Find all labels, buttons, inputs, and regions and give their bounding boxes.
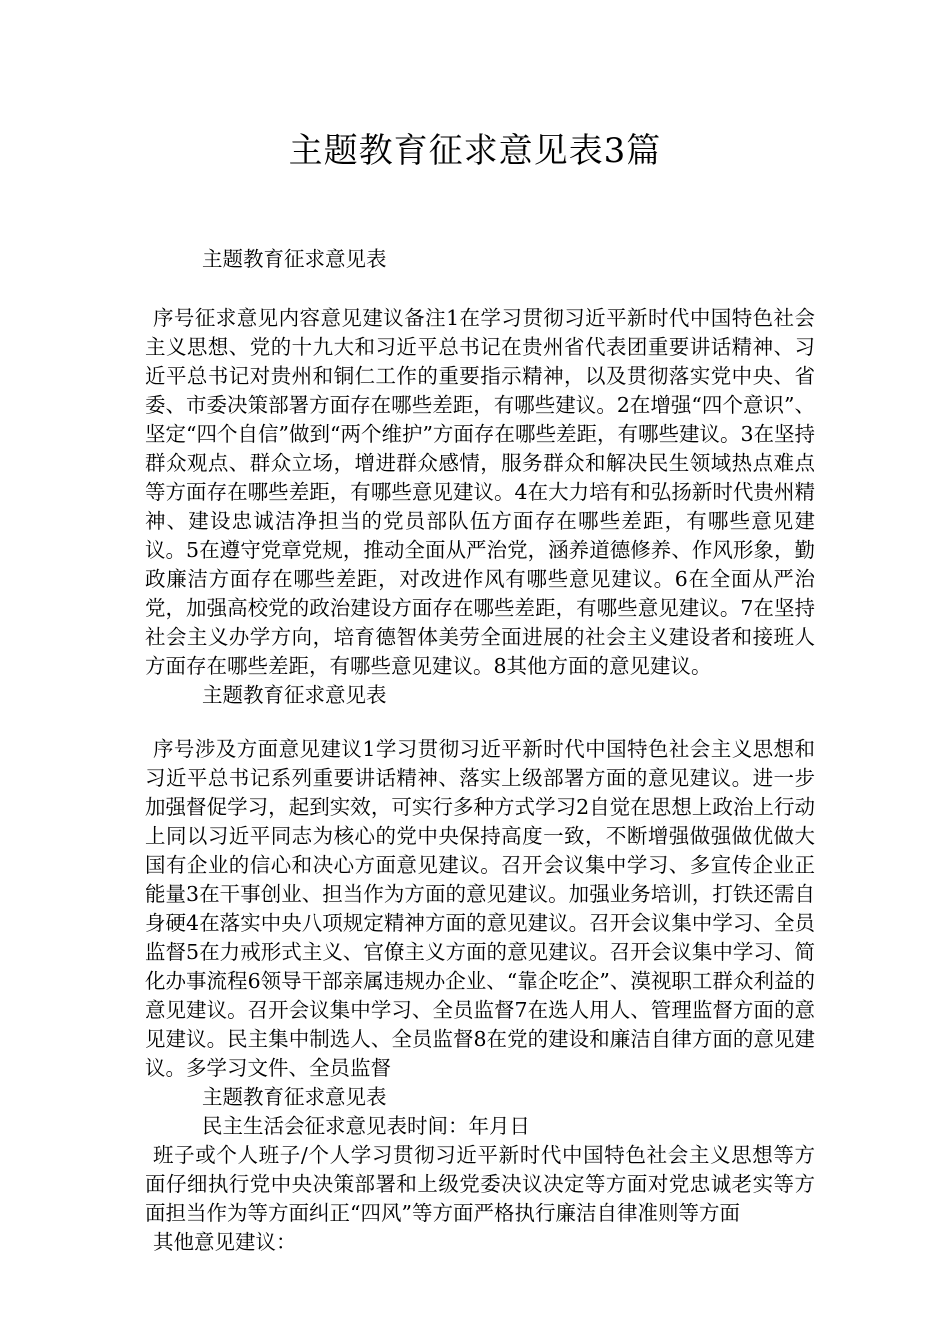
section1-body: 序号征求意见内容意见建议备注1在学习贯彻习近平新时代中国特色社会主义思想、党的十九大和习近平总书记在贵州省代表团重要讲话精神、习近平总书记对贵州和铜仁工作的重要指示精神，以及贯彻落实党中央、省委、市委决策部署方面存在哪些差距，有哪些建议。2在增强“四个意识”、坚定“四个自信”做到“两个维护”方面存在哪些差距，有哪些建议。3在坚持群众观点、群众立场，增进群众感情，服务群众和解决民生领域热点难点等方面存在哪些差距，有哪些意见建议。4在大力培有和弘扬新时代贵州精神、建设忠诚洁净担当的党员部队伍方面存在哪些差距，有哪些意见建议。5在遵守党章党规，推动全面从严治党，涵养道德修养、作风形象，勤政廉洁方面存在哪些差距，对改进作风有哪些意见建议。6在全面从严治党，加强高校党的政治建设方面存在哪些差距，有哪些意见建议。7在坚持社会主义办学方向，培育德智体美劳全面进展的社会主义建设者和接班人方面存在哪些差距，有哪些意见建议。8其他方面的意见建议。 <box>145 306 815 678</box>
section2-body: 序号涉及方面意见建议1学习贯彻习近平新时代中国特色社会主义思想和习近平总书记系列重要讲话精神、落实上级部署方面的意见建议。进一步加强督促学习，起到实效，可实行多种方式学习2自觉在思想上政治上行动上同以习近平同志为核心的党中央保持高度一致，不断增强做强做优做大国有企业的信心和决心方面意见建议。召开会议集中学习、多宣传企业正能量3在干事创业、担当作为方面的意见建议。加强业务培训，打铁还需自身硬4在落实中央八项规定精神方面的意见建议。召开会议集中学习、全员监督5在力戒形式主义、官僚主义方面的意见建议。召开会议集中学习、简化办事流程6领导干部亲属违规办企业、“靠企吃企”、漠视职工群众利益的意见建议。召开会议集中学习、全员监督7在选人用人、管理监督方面的意见建议。民主集中制选人、全员监督8在党的建设和廉洁自律方面的意见建议。多学习文件、全员监督 <box>145 737 815 1080</box>
document-content <box>145 245 815 1257</box>
section3-subheading: 民主生活会征求意见表时间：年月日 <box>202 1114 530 1138</box>
section3-other: 其他意见建议： <box>153 1230 297 1254</box>
spacer <box>145 710 815 735</box>
spacer <box>145 274 815 304</box>
document-title: 主题教育征求意见表3篇 <box>288 131 662 171</box>
section2-heading: 主题教育征求意见表 <box>202 683 387 707</box>
section1-heading: 主题教育征求意见表 <box>202 247 387 271</box>
section3-body: 班子或个人班子/个人学习贯彻习近平新时代中国特色社会主义思想等方面仔细执行党中央决策部署和上级党委决议决定等方面对党忠诚老实等方面担当作为等方面纠正“四风”等方面严格执行廉洁自律准则等方面 <box>145 1143 815 1225</box>
section3-heading: 主题教育征求意见表 <box>202 1085 387 1109</box>
